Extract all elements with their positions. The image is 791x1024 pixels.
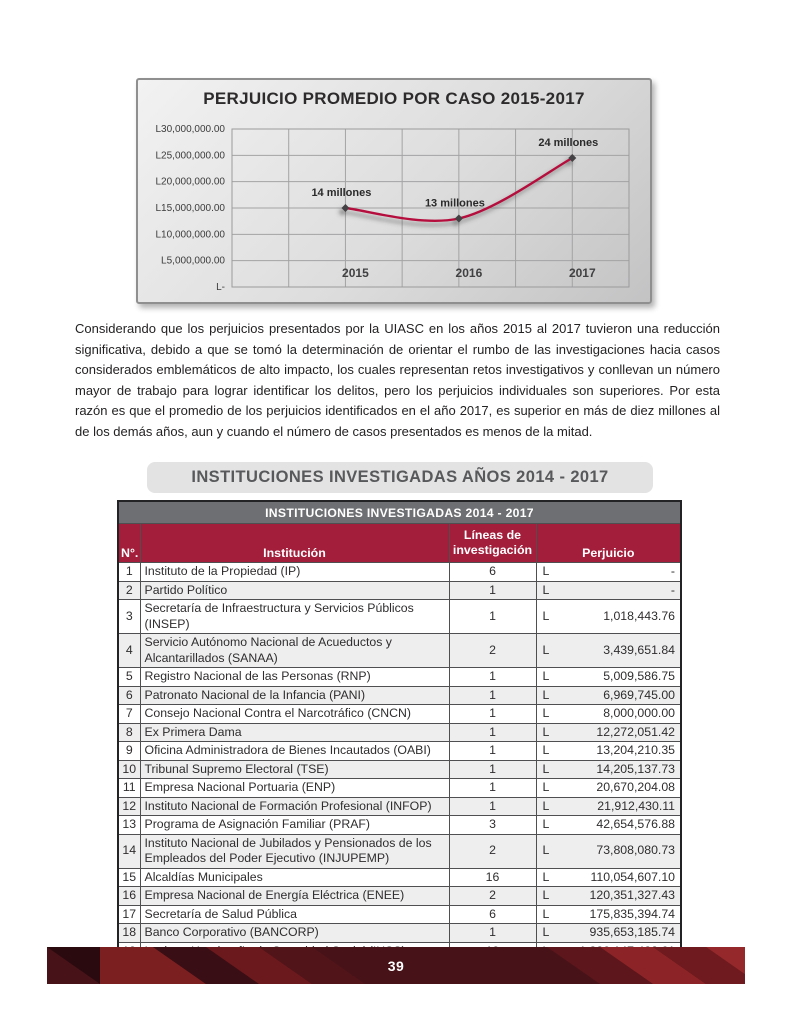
institutions-table	[117, 500, 682, 982]
perjuicio-amount: L 73,808,080.73	[536, 834, 681, 868]
perjuicio-amount: L 20,670,204.08	[536, 779, 681, 798]
lines-count: 1	[449, 686, 536, 705]
row-number: 18	[118, 924, 140, 943]
x-tick-label: 2017	[568, 266, 596, 280]
institution-name: Oficina Administradora de Bienes Incautados (OABI)	[140, 742, 449, 761]
lines-count: 1	[449, 581, 536, 600]
table-row	[118, 779, 681, 798]
row-number: 16	[118, 887, 140, 906]
currency-symbol: L	[542, 906, 550, 921]
institution-name: Secretaría de Infraestructura y Servicios Públicos (INSEP)	[140, 600, 449, 634]
row-number: 12	[118, 797, 140, 816]
table-row	[118, 868, 681, 887]
currency-symbol: L	[542, 888, 550, 902]
chart-card	[136, 78, 652, 304]
row-number: 5	[118, 668, 140, 687]
institution-name: Instituto Nacional de Formación Profesional (INFOP)	[140, 797, 449, 816]
y-axis	[155, 124, 225, 293]
y-tick-label: L5,000,000.00	[161, 255, 225, 267]
perjuicio-amount: L 14,205,137.73	[536, 760, 681, 779]
lines-count: 1	[449, 723, 536, 742]
table-row	[118, 581, 681, 600]
lines-count: 1	[449, 760, 536, 779]
institutions-tbody	[118, 563, 681, 961]
institution-name: Patronato Nacional de la Infancia (PANI)	[140, 686, 449, 705]
perjuicio-amount: L 175,835,394.74	[536, 905, 681, 924]
lines-count: 6	[449, 563, 536, 582]
currency-symbol: L	[542, 817, 550, 831]
currency-symbol: L	[542, 687, 550, 702]
perjuicio-amount: L 8,000,000.00	[536, 705, 681, 724]
institution-name: Alcaldías Municipales	[140, 868, 449, 887]
data-label: 14 millones	[311, 187, 372, 199]
section-heading: INSTITUCIONES INVESTIGADAS AÑOS 2014 - 2017	[147, 462, 653, 493]
row-number: 4	[118, 634, 140, 668]
table-row	[118, 816, 681, 835]
table-row	[118, 760, 681, 779]
data-labels	[311, 137, 598, 210]
lines-count: 6	[449, 905, 536, 924]
table-row	[118, 723, 681, 742]
perjuicio-amount: L 935,653,185.74	[536, 924, 681, 943]
table-row	[118, 834, 681, 868]
table-row	[118, 905, 681, 924]
row-number: 10	[118, 760, 140, 779]
lines-count: 1	[449, 779, 536, 798]
line-chart	[138, 80, 650, 302]
column-header-institucion: Institución	[140, 524, 449, 563]
institution-name: Programa de Asignación Familiar (PRAF)	[140, 816, 449, 835]
table-row	[118, 668, 681, 687]
row-number: 17	[118, 905, 140, 924]
lines-count: 1	[449, 797, 536, 816]
y-tick-label: L-	[216, 282, 225, 293]
currency-symbol: L	[542, 582, 550, 597]
table-row	[118, 742, 681, 761]
row-number: 13	[118, 816, 140, 835]
table-caption: INSTITUCIONES INVESTIGADAS 2014 - 2017	[118, 501, 681, 524]
y-tick-label: L30,000,000.00	[155, 124, 225, 135]
currency-symbol: L	[542, 706, 550, 720]
institution-name: Ex Primera Dama	[140, 723, 449, 742]
table-row	[118, 887, 681, 906]
perjuicio-amount: L 42,654,576.88	[536, 816, 681, 835]
currency-symbol: L	[542, 642, 550, 657]
x-axis	[342, 266, 596, 280]
institution-name: Partido Político	[140, 581, 449, 600]
row-number: 1	[118, 563, 140, 582]
institution-name: Instituto Nacional de Jubilados y Pensionados de los Empleados del Poder Ejecutivo (INJUPEMP)	[140, 834, 449, 868]
lines-count: 1	[449, 924, 536, 943]
page-number: 39	[387, 957, 405, 974]
body-paragraph: Considerando que los perjuicios presentados por la UIASC en los años 2015 al 2017 tuvieron una reducción significativa, debido a que se tomó la determinación de orientar el rumbo de las investigaciones hacia casos considerados emblemáticos de alto impacto, los cuales representan retos investigativos y conllevan un número mayor de trabajo para lograr identificar los delitos, pero los perjuicios individuales son superiores. Por esta razón es que el promedio de los perjuicios identificados en el año 2017, es superior en más de diez millones al de los demás años, aun y cuando el número de casos presentados es menos de la mitad.	[75, 321, 720, 439]
y-tick-label: L20,000,000.00	[155, 176, 225, 188]
lines-count: 1	[449, 668, 536, 687]
data-label: 24 millones	[538, 137, 599, 149]
table-header-row	[118, 524, 681, 563]
column-header-numero: N°.	[118, 524, 140, 563]
table-row	[118, 686, 681, 705]
institution-name: Secretaría de Salud Pública	[140, 905, 449, 924]
currency-symbol: L	[542, 743, 550, 757]
perjuicio-amount: L 1,018,443.76	[536, 600, 681, 634]
row-number: 3	[118, 600, 140, 634]
x-tick-label: 2016	[455, 266, 483, 280]
institution-name: Banco Corporativo (BANCORP)	[140, 924, 449, 943]
lines-count: 3	[449, 816, 536, 835]
currency-symbol: L	[542, 843, 550, 858]
y-tick-label: L10,000,000.00	[155, 229, 225, 241]
institution-name: Servicio Autónomo Nacional de Acueductos y Alcantarillados (SANAA)	[140, 634, 449, 668]
table-caption-row	[118, 501, 681, 524]
lines-count: 2	[449, 634, 536, 668]
row-number: 11	[118, 779, 140, 798]
table-row	[118, 634, 681, 668]
lines-count: 1	[449, 742, 536, 761]
lines-count: 16	[449, 868, 536, 887]
perjuicio-amount: L -	[536, 581, 681, 600]
row-number: 6	[118, 686, 140, 705]
lines-count: 1	[449, 705, 536, 724]
table-row	[118, 563, 681, 582]
currency-symbol: L	[542, 761, 550, 776]
currency-symbol: L	[542, 780, 550, 794]
institution-name: Instituto de la Propiedad (IP)	[140, 563, 449, 582]
perjuicio-amount: L 21,912,430.11	[536, 797, 681, 816]
perjuicio-amount: L 6,969,745.00	[536, 686, 681, 705]
column-header-perjuicio: Perjuicio	[536, 524, 681, 563]
perjuicio-amount: L 3,439,651.84	[536, 634, 681, 668]
currency-symbol: L	[542, 869, 550, 884]
lines-count: 1	[449, 600, 536, 634]
currency-symbol: L	[542, 669, 550, 683]
table-row	[118, 797, 681, 816]
table-row	[118, 924, 681, 943]
institution-name: Registro Nacional de las Personas (RNP)	[140, 668, 449, 687]
x-tick-label: 2015	[342, 266, 369, 280]
perjuicio-amount: L 5,009,586.75	[536, 668, 681, 687]
data-label: 13 millones	[424, 197, 485, 210]
table-row	[118, 705, 681, 724]
data-point-marker	[455, 215, 463, 223]
row-number: 8	[118, 723, 140, 742]
perjuicio-amount: L 110,054,607.10	[536, 868, 681, 887]
row-number: 2	[118, 581, 140, 600]
row-number: 7	[118, 705, 140, 724]
data-point-marker	[341, 204, 349, 212]
institution-name: Consejo Nacional Contra el Narcotráfico (CNCN)	[140, 705, 449, 724]
institution-name: Empresa Nacional Portuaria (ENP)	[140, 779, 449, 798]
currency-symbol: L	[542, 564, 550, 578]
perjuicio-amount: L 13,204,210.35	[536, 742, 681, 761]
chart-title: PERJUICIO PROMEDIO POR CASO 2015-2017	[203, 89, 585, 108]
row-number: 14	[118, 834, 140, 868]
currency-symbol: L	[542, 925, 550, 939]
perjuicio-amount: L -	[536, 563, 681, 582]
table-row	[118, 600, 681, 634]
currency-symbol: L	[542, 608, 550, 623]
row-number: 9	[118, 742, 140, 761]
y-tick-label: L15,000,000.00	[155, 203, 225, 214]
currency-symbol: L	[542, 798, 550, 813]
institution-name: Tribunal Supremo Electoral (TSE)	[140, 760, 449, 779]
column-header-lineas: Líneas de investigación	[449, 524, 536, 563]
perjuicio-amount: L 12,272,051.42	[536, 723, 681, 742]
perjuicio-amount: L 120,351,327.43	[536, 887, 681, 906]
y-tick-label: L25,000,000.00	[155, 150, 225, 162]
currency-symbol: L	[542, 724, 550, 739]
footer-band	[47, 947, 745, 984]
lines-count: 2	[449, 887, 536, 906]
lines-count: 2	[449, 834, 536, 868]
institution-name: Empresa Nacional de Energía Eléctrica (ENEE)	[140, 887, 449, 906]
row-number: 15	[118, 868, 140, 887]
